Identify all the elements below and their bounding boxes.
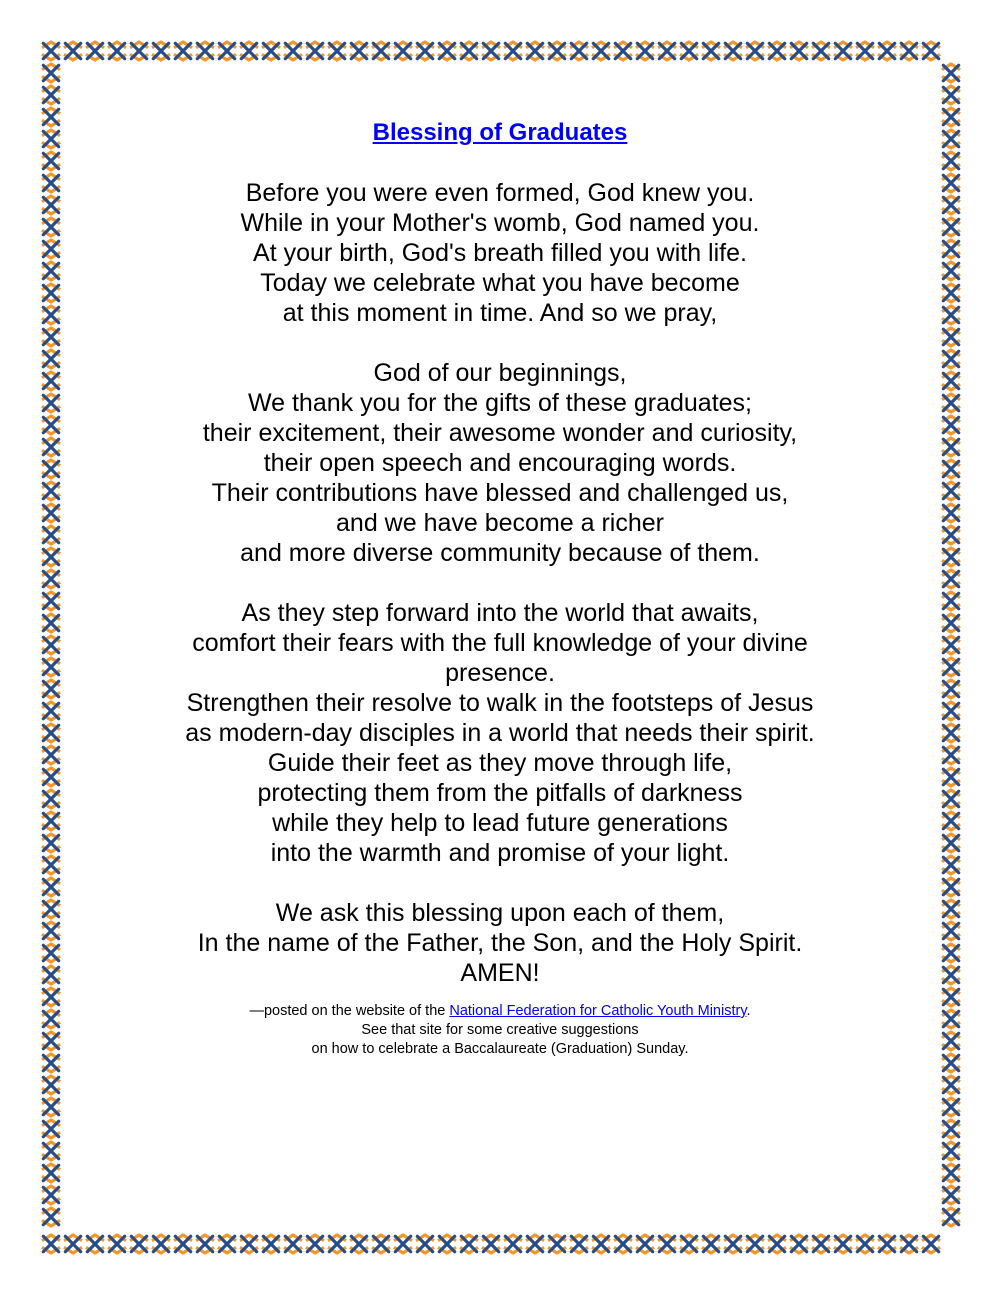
verse-line: Their contributions have blessed and challenged us, <box>211 479 789 507</box>
verse-line: as modern-day disciples in a world that needs their spirit. <box>185 719 815 747</box>
verse-line: into the warmth and promise of your light. <box>270 839 730 867</box>
verse-line: while they help to lead future generations <box>272 809 728 837</box>
verse-line: at this moment in time. And so we pray, <box>282 299 718 327</box>
credit-suffix: . <box>746 1003 751 1019</box>
verse-line: presence. <box>445 659 555 687</box>
verse-line: Strengthen their resolve to walk in the footsteps of Jesus <box>186 689 814 717</box>
credit-note <box>120 1002 880 1059</box>
stanza-3 <box>120 598 880 868</box>
credit-line-3: on how to celebrate a Baccalaureate (Graduation) Sunday. <box>311 1041 689 1057</box>
stanza-1 <box>120 178 880 328</box>
credit-prefix: —posted on the website of the <box>249 1003 450 1019</box>
stanza-4 <box>120 898 880 988</box>
verse-line: their excitement, their awesome wonder and curiosity, <box>202 419 798 447</box>
verse-line: AMEN! <box>460 959 540 987</box>
credit-line-1 <box>120 1002 880 1021</box>
verse-line: and we have become a richer <box>336 509 664 537</box>
verse-line: and more diverse community because of them. <box>240 539 760 567</box>
verse-line: We ask this blessing upon each of them, <box>275 899 725 927</box>
verse-line: protecting them from the pitfalls of darkness <box>257 779 743 807</box>
verse-line: At your birth, God's breath filled you with life. <box>253 239 747 267</box>
blessing-content <box>120 116 880 1059</box>
verse-line: As they step forward into the world that awaits, <box>241 599 759 627</box>
verse-line: their open speech and encouraging words. <box>263 449 737 477</box>
page-title[interactable]: Blessing of Graduates <box>372 119 628 146</box>
stanza-2 <box>120 358 880 568</box>
verse-line: We thank you for the gifts of these graduates; <box>247 389 752 417</box>
verse-line: Guide their feet as they move through life, <box>267 749 733 777</box>
credit-line-2: See that site for some creative suggestions <box>361 1022 639 1038</box>
verse-line: God of our beginnings, <box>373 359 627 387</box>
nfcym-link[interactable]: National Federation for Catholic Youth Ministry <box>449 1003 747 1019</box>
verse-line: In the name of the Father, the Son, and the Holy Spirit. <box>197 929 803 957</box>
verse-line: Before you were even formed, God knew you. <box>245 179 755 207</box>
verse-line: comfort their fears with the full knowledge of your divine <box>192 629 808 657</box>
verse-line: Today we celebrate what you have become <box>260 269 740 297</box>
verse-line: While in your Mother's womb, God named you. <box>240 209 760 237</box>
